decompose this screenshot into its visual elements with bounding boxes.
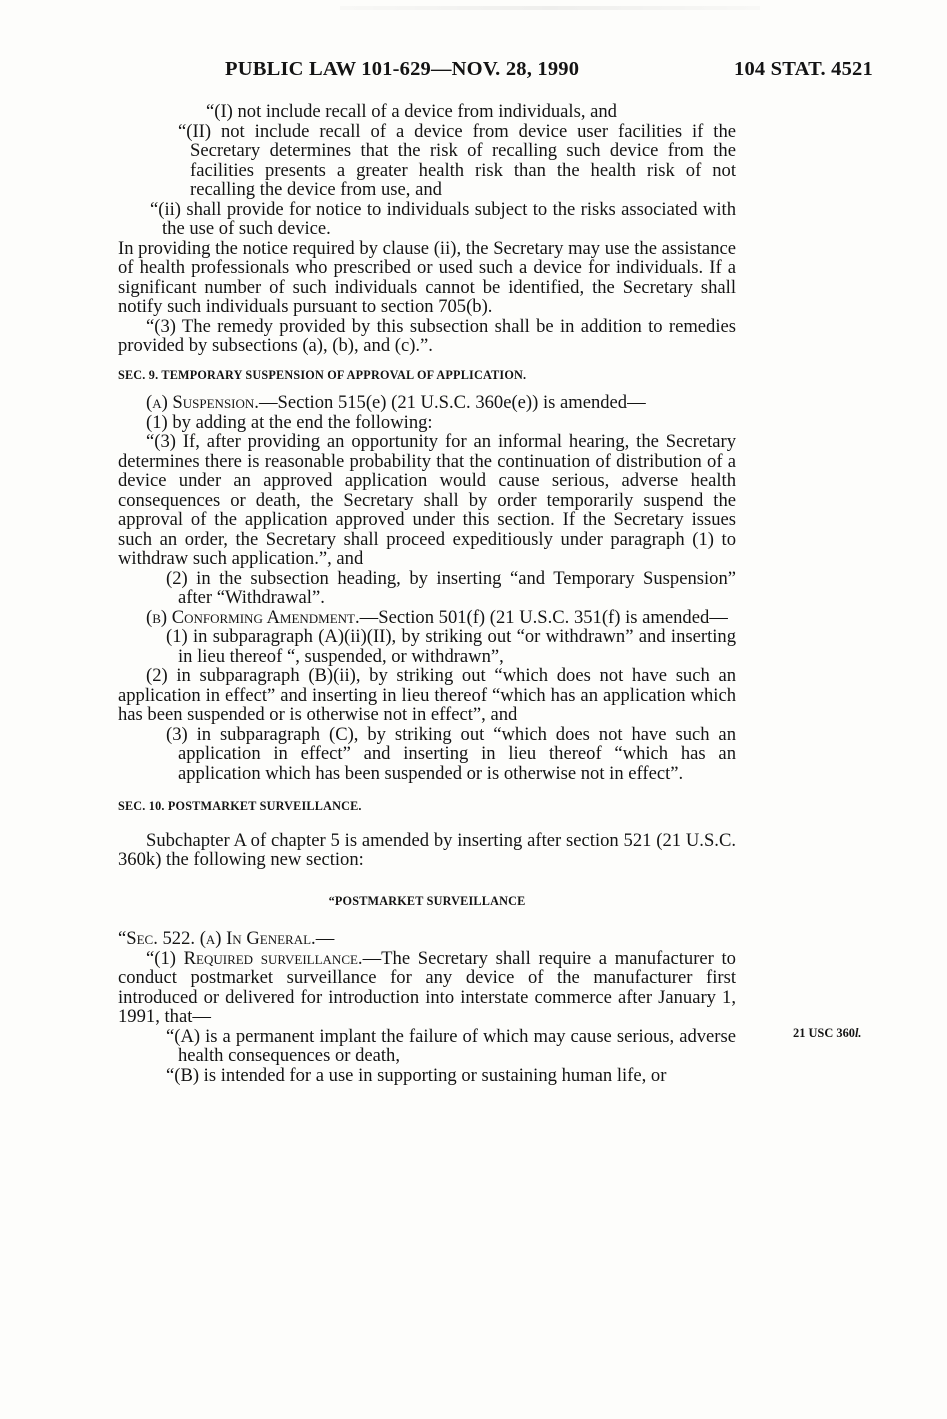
sec9-a1: (1) by adding at the end the following: <box>146 411 433 433</box>
scan-bleed-mark <box>340 6 760 10</box>
clause-II: “(II) not include recall of a device from device user facilities if the Secretary determines that the risk of recalling such device from the facilities presents a greater health risk than the health risk of not recalling the device from use, and <box>178 120 736 200</box>
margin-citation-suffix: l. <box>854 1026 862 1040</box>
sec10-intro: Subchapter A of chapter 5 is amended by inserting after section 521 (21 U.S.C. 360k) the following new section: <box>118 829 736 870</box>
sec522-B: “(B) is intended for a use in supporting or sustaining human life, or <box>166 1064 667 1086</box>
remedy-paragraph: “(3) The remedy provided by this subsection shall be in addition to remedies provided by subsections (a), (b), and (c).”. <box>118 315 736 356</box>
margin-citation <box>793 1026 862 1041</box>
notice-paragraph: In providing the notice required by clause (ii), the Secretary may use the assistance of health professionals who prescribed or used such a device for individuals. If a significant number of such individuals cannot be identified, the Secretary shall notify such individuals pursuant to section 705(b). <box>118 237 736 317</box>
sec9-a-text: —Section 515(e) (21 U.S.C. 360e(e)) is amended— <box>258 392 646 413</box>
sec9-b <box>118 608 736 628</box>
sec522-a <box>118 929 736 949</box>
sec522-1 <box>118 949 736 1027</box>
sec522-a-label: “Sec. 522. (a) In General. <box>118 928 316 949</box>
clause-ii: “(ii) shall provide for notice to individuals subject to the risks associated with the use of such device. <box>150 198 736 239</box>
clause-I: “(I) not include recall of a device from individuals, and <box>206 101 617 122</box>
header-stat-page: 104 STAT. 4521 <box>734 58 873 80</box>
section-10-heading: SEC. 10. POSTMARKET SURVEILLANCE. <box>118 799 362 813</box>
body-text <box>118 102 736 1085</box>
sec9-a-label: (a) Suspension. <box>146 392 259 413</box>
sec9-b2: (2) in subparagraph (B)(ii), by striking out “which does not have such an application in effect” and inserting in lieu thereof “which has an application which has been suspended or is otherwise not in effect”, and <box>118 665 736 725</box>
sec9-b1: (1) in subparagraph (A)(ii)(II), by striking out “or withdrawn” and inserting in lieu thereof “, suspended, or withdrawn”, <box>166 626 736 667</box>
sec522-A: “(A) is a permanent implant the failure of which may cause serious, adverse health consequences or death, <box>166 1025 736 1066</box>
sec522-1-label: “(1) Required surveillance. <box>146 947 363 969</box>
sec9-a3: “(3) If, after providing an opportunity for an informal hearing, the Secretary determines there is reasonable probability that the continuation of distribution of a device under an approved application would cause serious, adverse health consequences or death, the Secretary shall by order temporarily suspend the approval of the application approved under this section. If the Secretary issues such an order, the Secretary shall proceed expeditiously under paragraph (1) to withdraw such application.”, and <box>118 431 736 569</box>
sec522-a-dash: — <box>315 928 335 949</box>
sec9-b-text: —Section 501(f) (21 U.S.C. 351(f) is amended— <box>359 606 728 628</box>
header-title: PUBLIC LAW 101-629—NOV. 28, 1990 <box>225 58 580 80</box>
sec522-1-text: —The Secretary shall require a manufacturer to conduct postmarket surveillance for any device of the manufacturer first introduced or delivered for introduction into interstate commerce after January 1, 1991, that— <box>118 947 736 1027</box>
sec9-b3: (3) in subparagraph (C), by striking out “which does not have such an application in effect” and inserting in lieu thereof “which has an application which has been suspended or is otherwise not in effect”. <box>166 723 736 784</box>
margin-citation-text: 21 USC 360 <box>793 1026 855 1040</box>
postmarket-surveillance-title: “POSTMARKET SURVEILLANCE <box>328 893 526 908</box>
sec9-a <box>118 393 736 413</box>
sec9-a2: (2) in the subsection heading, by inserting “and Temporary Suspension” after “Withdrawal”. <box>166 567 736 608</box>
sec9-b-label: (b) Conforming Amendment. <box>146 606 360 628</box>
section-9-heading: SEC. 9. TEMPORARY SUSPENSION OF APPROVAL OF APPLICATION. <box>118 367 527 382</box>
